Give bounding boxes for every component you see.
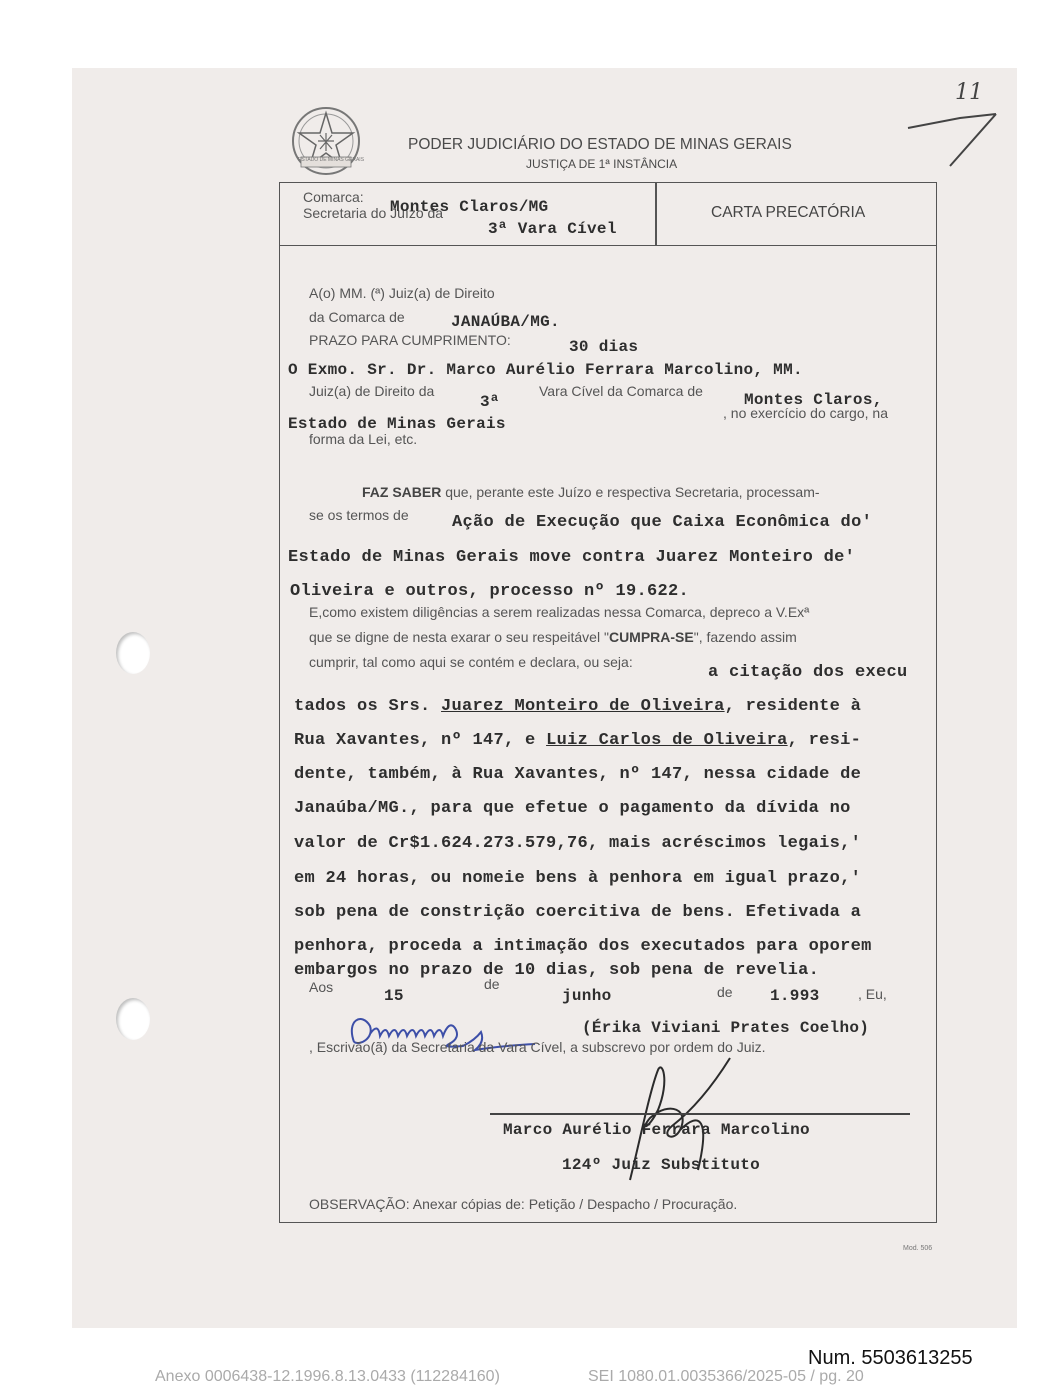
state-seal-icon: [283, 105, 369, 177]
como-line2: [309, 629, 797, 645]
date-month: junho: [562, 987, 612, 1005]
comarca-value: Montes Claros/MG: [390, 198, 549, 216]
clerk-name: (Érika Viviani Prates Coelho): [582, 1019, 870, 1037]
como-line2-pre: que se digne de nesta exarar o seu respeitável ": [309, 629, 609, 645]
prazo-label: PRAZO PARA CUMPRIMENTO:: [309, 332, 511, 348]
se-os-termos-text: se os termos de: [309, 507, 409, 523]
citacao-line8: penhora, proceda a intimação dos executados para oporem: [294, 937, 872, 956]
judge-name-line: O Exmo. Sr. Dr. Marco Aurélio Ferrara Marcolino, MM.: [288, 361, 803, 379]
acao-line1: Ação de Execução que Caixa Econômica do': [452, 513, 873, 532]
seal-text: ESTADO DE MINAS GERAIS: [298, 157, 365, 163]
judge-sign-title: 124º Juiz Substituto: [562, 1156, 761, 1174]
date-year: 1.993: [770, 987, 820, 1005]
page-mark: 11: [955, 80, 983, 105]
vara-comarca-label: Vara Cível da Comarca de: [539, 383, 703, 399]
court-title: PODER JUDICIÁRIO DO ESTADO DE MINAS GERAIS: [408, 136, 792, 153]
juiz-label: Juiz(a) de Direito da: [309, 383, 435, 399]
de-label-1: de: [484, 976, 500, 992]
binder-hole-top: [116, 632, 150, 674]
citacao-line7: sob pena de constrição coercitiva de bens. Efetivada a: [294, 903, 862, 922]
handwritten-page-number-icon: [900, 100, 1000, 170]
citacao-line9: embargos no prazo de 10 dias, sob pena de revelia.: [294, 961, 820, 980]
citacao-line1-pre: tados os Srs.: [294, 697, 431, 716]
document-number: Num. 5503613255: [808, 1347, 973, 1369]
form-header-divider: [655, 182, 657, 246]
citacao-line2-pre: Rua Xavantes, nº 147, e: [294, 731, 536, 750]
addressee-line1: A(o) MM. (ª) Juiz(a) de Direito: [309, 285, 495, 301]
destination-comarca: JANAÚBA/MG.: [451, 313, 560, 331]
vara-number: 3ª: [480, 393, 500, 411]
judge-signature-line: [490, 1113, 910, 1115]
judge-sign-name: Marco Aurélio Ferrara Marcolino: [503, 1121, 810, 1139]
acao-line3: Oliveira e outros, processo nº 19.622.: [290, 582, 690, 601]
observacao-text: OBSERVAÇÃO: Anexar cópias de: Petição / Despacho / Procuração.: [309, 1196, 738, 1212]
citacao-line3: dente, também, à Rua Xavantes, nº 147, nessa cidade de: [294, 765, 862, 784]
addressee-comarca-label: da Comarca de: [309, 309, 405, 325]
como-line3: cumprir, tal como aqui se contém e declara, ou seja:: [309, 654, 633, 670]
comarca-label: Comarca:: [303, 189, 364, 205]
citacao-line6: em 24 horas, ou nomeie bens à penhora em igual prazo,': [294, 869, 862, 888]
aos-label: Aos: [309, 979, 334, 995]
acao-line2: Estado de Minas Gerais move contra Juarez Monteiro de': [288, 548, 856, 567]
vara-value: 3ª Vara Cível: [488, 220, 617, 238]
form-model-number: Mod. 506: [903, 1245, 933, 1252]
document-type: CARTA PRECATÓRIA: [711, 204, 866, 221]
citacao-line1-post: , residente à: [724, 697, 862, 716]
citacao-line2-post: , resi-: [787, 731, 862, 750]
clerk-line: , Escrivão(ã) da Secretaria da Vara Cível, a subscrevo por ordem do Juiz.: [309, 1039, 766, 1055]
de-label-2: de: [717, 984, 733, 1000]
citacao-line0: a citação dos execu: [708, 663, 908, 682]
binder-hole-bottom: [116, 998, 150, 1040]
defendant-name-2: Luiz Carlos de Oliveira: [546, 731, 788, 750]
faz-saber-text: que, perante este Juízo e respectiva Secretaria, processam-: [445, 484, 820, 500]
eu-label: , Eu,: [858, 986, 887, 1002]
faz-saber-line: [362, 484, 820, 500]
citacao-line4: Janaúba/MG., para que efetue o pagamento da dívida no: [294, 799, 851, 818]
cumpra-se-label: CUMPRA-SE: [608, 629, 694, 645]
citacao-line1: [294, 697, 861, 716]
judge-comarca: Montes Claros,: [744, 391, 883, 409]
date-day: 15: [384, 987, 404, 1005]
footer-anexo: Anexo 0006438-12.1996.8.13.0433 (112284160): [155, 1368, 500, 1385]
citacao-line5: valor de Cr$1.624.273.579,76, mais acréscimos legais,': [294, 834, 862, 853]
faz-saber-label: FAZ SABER: [362, 484, 442, 500]
footer-sei: SEI 1080.01.0035366/2025-05 / pg. 20: [588, 1368, 864, 1385]
citacao-line2: [294, 731, 861, 750]
estado-text: Estado de Minas Gerais: [288, 415, 506, 433]
prazo-value: 30 dias: [569, 338, 639, 356]
court-subtitle: JUSTIÇA DE 1ª INSTÂNCIA: [526, 157, 678, 171]
defendant-name-1: Juarez Monteiro de Oliveira: [441, 697, 725, 716]
exercicio-text: , no exercício do cargo, na: [723, 405, 888, 421]
secretaria-label: Secretaria do Juízo da: [303, 205, 444, 221]
forma-lei-text: forma da Lei, etc.: [309, 431, 418, 447]
como-line1: E,como existem diligências a serem realizadas nessa Comarca, depreco a V.Exª: [309, 604, 810, 620]
como-line2-post: ", fazendo assim: [693, 629, 797, 645]
